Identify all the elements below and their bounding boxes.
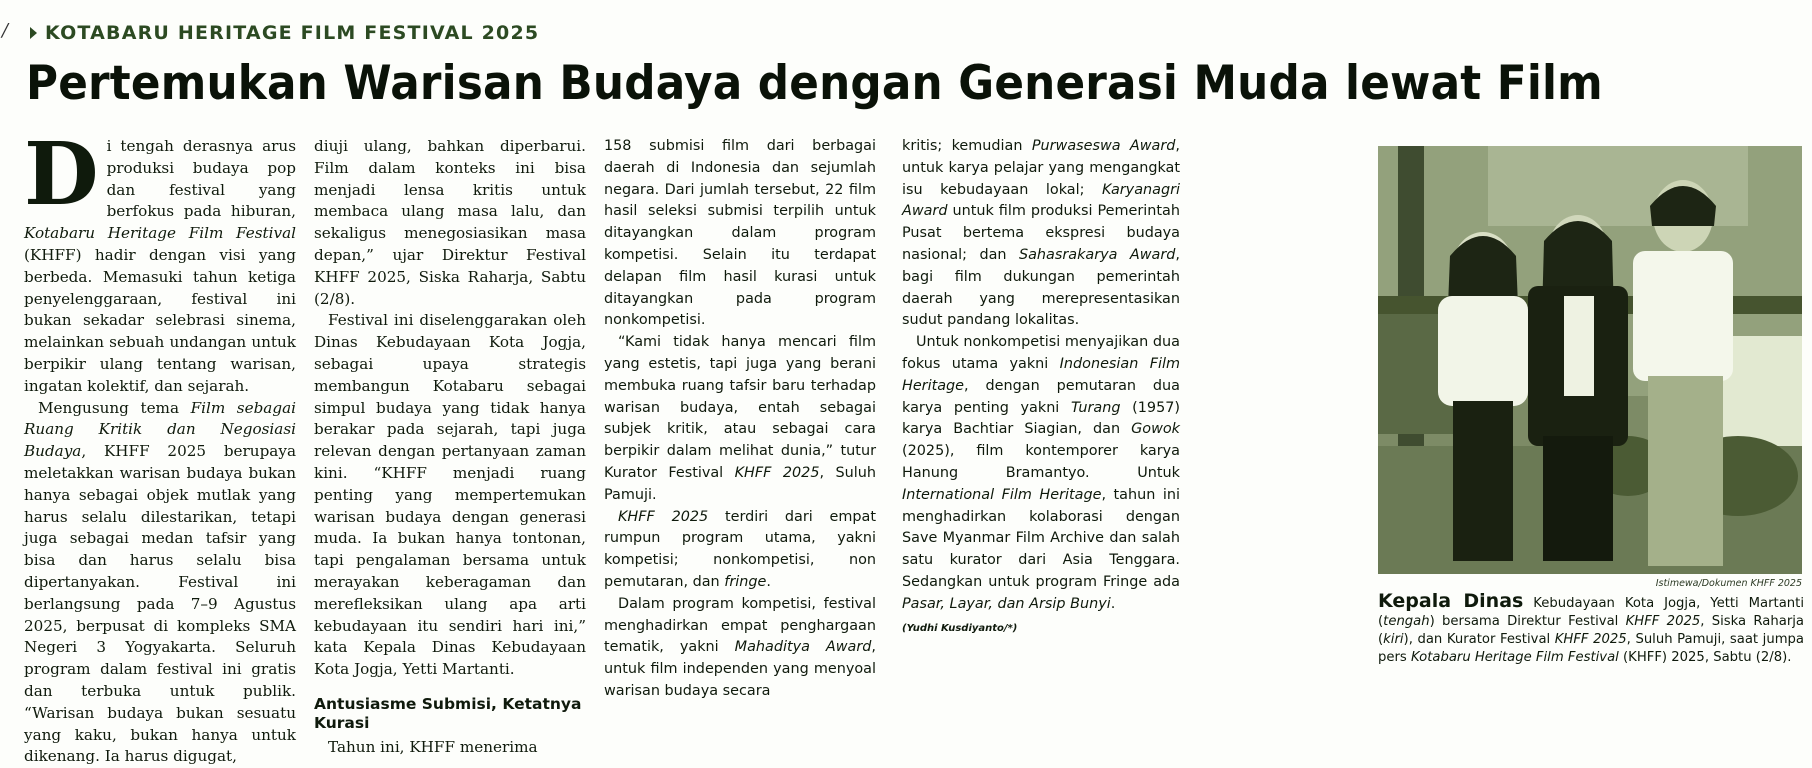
- section-kicker: [30, 22, 539, 44]
- news-photo: [1378, 146, 1802, 574]
- paragraph: Dalam program kompetisi, festival menghadirkan empat penghargaan tematik, yakni Mahaditya Award, untuk film independen yang menyoal warisan budaya secara: [604, 595, 876, 699]
- paragraph: Tahun ini, KHFF menerima: [328, 737, 538, 756]
- article-column-2: [314, 136, 586, 759]
- caption-lead: Kepala Dinas: [1378, 590, 1524, 612]
- subheading: Antusiasme Submisi, Ketatnya Kurasi: [314, 694, 582, 732]
- paragraph: “Kami tidak hanya mencari film yang estetis, tapi juga yang berani membuka ruang tafsir baru terhadap warisan budaya, entah sebagai subjek kritik, atau sebagai cara berpikir dalam melihat dunia,” tutur Kurator Festival KHFF 2025, Suluh Pamuji.: [604, 334, 876, 503]
- paragraph: KHFF 2025 terdiri dari empat rumpun program utama, yakni kompetisi; nonkompetisi, non pemutaran, dan fringe.: [604, 508, 877, 590]
- paragraph: Mengusung tema Film sebagai Ruang Kritik dan Negosiasi Budaya, KHFF 2025 berupaya meletakkan warisan budaya bukan hanya sebagai objek mutlak yang harus selalu dilestarikan, tetapi juga sebagai medan tafsir yang bisa dan harus selalu bisa dipertanyakan. Festival ini berlangsung pada 7–9 Agustus 2025, berpusat di kompleks SMA Negeri 3 Yogyakarta. Seluruh program dalam festival ini gratis dan terbuka untuk publik. “Warisan budaya bukan sesuatu yang kaku, bukan hanya untuk dikenang. Ia harus digugat,: [24, 398, 296, 766]
- article-column-1: [24, 124, 296, 768]
- article-column-4: [902, 136, 1180, 639]
- drop-cap: D: [24, 124, 99, 225]
- paragraph: kritis; kemudian Purwaseswa Award, untuk karya pelajar yang mengangkat isu kebudayaan lokal; Karyanagri Award untuk film produksi Pemerintah Pusat bertema ekspresi budaya nasional; dan Sahasrakarya Award, bagi film dukungan pemerintah daerah yang merepresentasikan sudut pandang lokalitas.: [902, 138, 1180, 329]
- paragraph: Untuk nonkompetisi menyajikan dua fokus utama yakni Indonesian Film Heritage, dengan pemutaran dua karya penting yakni Turang (1957) karya Bachtiar Siagian, dan Gowok (2025), film kontemporer karya Hanung Bramantyo. Untuk International Film Heritage, tahun ini menghadirkan kolaborasi dengan Save Myanmar Film Archive dan salah satu kurator dari Asia Tenggara. Sedangkan untuk program Fringe ada Pasar, Layar, dan Arsip Bunyi.: [902, 334, 1180, 612]
- byline: (Yudhi Kusdiyanto/*): [902, 622, 1018, 634]
- kicker-text: KOTABARU HERITAGE FILM FESTIVAL 2025: [45, 22, 540, 44]
- paragraph: Festival ini diselenggarakan oleh Dinas Kebudayaan Kota Jogja, sebagai upaya strategis membangun Kotabaru sebagai simpul budaya yang tidak hanya berakar pada sejarah, tapi juga relevan dengan pertanyaan zaman kini. “KHFF menjadi ruang penting yang mempertemukan warisan budaya dengan generasi muda. Ia bukan hanya tontonan, tapi pengalaman bersama untuk merayakan keberagaman dan merefleksikan ulang apa arti kebudayaan itu sendiri hari ini,” kata Kepala Dinas Kebudayaan Kota Jogja, Yetti Martanti.: [314, 311, 586, 679]
- headline: Pertemukan Warisan Budaya dengan Generasi Muda lewat Film: [26, 56, 1603, 111]
- article-column-3: [604, 136, 876, 703]
- paragraph: 158 submisi film dari berbagai daerah di Indonesia dan sejumlah negara. Dari jumlah tersebut, 22 film hasil seleksi submisi terpilih untuk ditayangkan dalam program kompetisi. Selain itu terdapat delapan film hasil kurasi untuk ditayangkan pada program nonkompetisi.: [604, 138, 876, 329]
- three-people-photo-icon: [1378, 146, 1802, 574]
- paragraph: diuji ulang, bahkan diperbarui. Film dalam konteks ini bisa menjadi lensa kritis untuk membaca ulang masa lalu, dan sekaligus menegosiasikan masa depan,” ujar Direktur Festival KHFF 2025, Siska Raharja, Sabtu (2/8).: [314, 137, 586, 308]
- photo-caption: Kepala Dinas Kebudayaan Kota Jogja, Yetti Martanti (tengah) bersama Direktur Festival KHFF 2025, Siska Raharja (kiri), dan Kurator Festival KHFF 2025, Suluh Pamuji, saat jumpa pers Kotabaru Heritage Film Festival (KHFF) 2025, Sabtu (2/8).: [1378, 590, 1804, 665]
- margin-pen-mark: /: [2, 20, 9, 41]
- paragraph: Di tengah derasnya arus produksi budaya pop dan festival yang berfokus pada hiburan, Kotabaru Heritage Film Festival (KHFF) hadir dengan visi yang berbeda. Memasuki tahun ketiga penyelenggaraan, festival ini bukan sekadar selebrasi sinema, melainkan sebuah undangan untuk berpikir ulang tentang warisan, ingatan kolektif, dan sejarah.: [24, 124, 296, 395]
- photo-credit: Istimewa/Dokumen KHFF 2025: [1655, 578, 1802, 589]
- triangle-bullet-icon: [30, 27, 37, 39]
